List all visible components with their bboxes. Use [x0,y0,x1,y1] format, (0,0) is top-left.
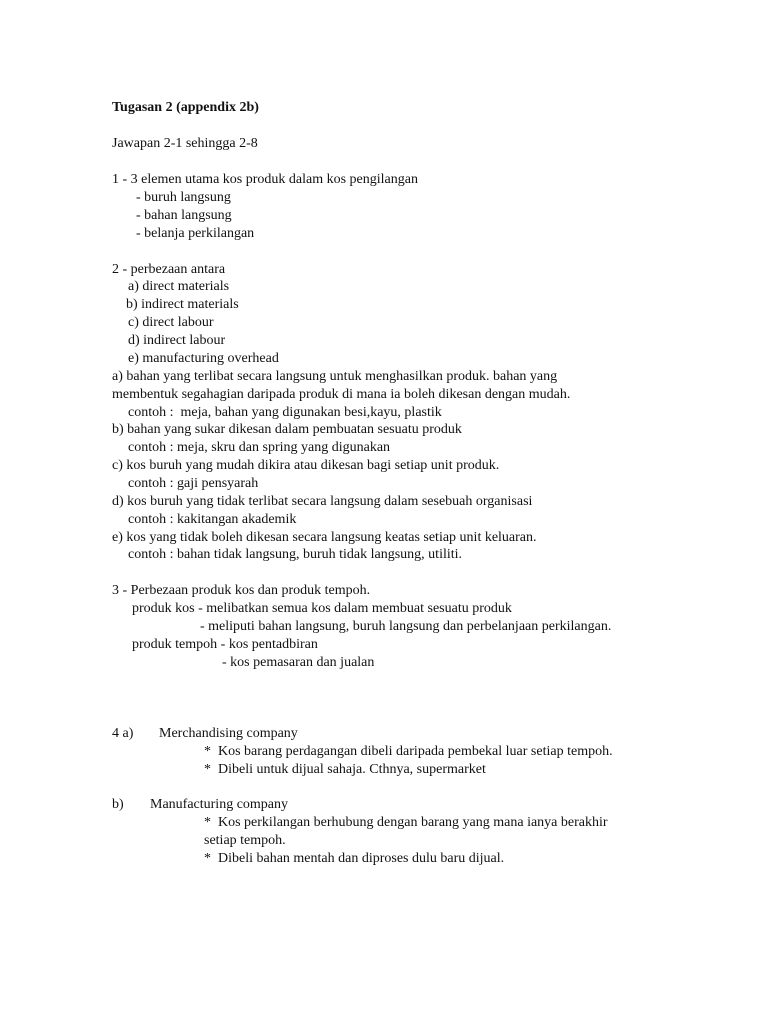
q3-produk-tempoh-detail: - kos pemasaran dan jualan [222,655,375,670]
q2-list-item: e) manufacturing overhead [128,351,279,366]
q2-answer-line: a) bahan yang terlibat secara langsung untuk menghasilkan produk. bahan yang [112,369,558,384]
q4a-title: Merchandising company [159,726,298,741]
q4b-title: Manufacturing company [150,797,289,812]
q2-answer-example: contoh : bahan tidak langsung, buruh tidak langsung, utiliti. [128,547,463,562]
q4b-point: Kos perkilangan berhubung dengan barang yang mana ianya berakhir [218,815,608,830]
q4b-label: b) [112,797,124,812]
q3-produk-kos: produk kos - melibatkan semua kos dalam membuat sesuatu produk [132,601,512,616]
q2-answer-example: contoh : meja, bahan yang digunakan besi,kayu, plastik [128,405,442,420]
q3-heading: 3 - Perbezaan produk kos dan produk tempoh. [112,583,371,598]
q3-produk-kos-detail: - meliputi bahan langsung, buruh langsung dan perbelanjaan perkilangan. [200,619,612,634]
bullet-asterisk: * [204,851,211,866]
q2-answer-line: membentuk segahagian daripada produk di mana ia boleh dikesan dengan mudah. [112,387,571,402]
q2-answer-line: c) kos buruh yang mudah dikira atau dikesan bagi setiap unit produk. [112,458,500,473]
q2-list-item: c) direct labour [128,315,214,330]
bullet-asterisk: * [204,815,211,830]
q4a-point: Dibeli untuk dijual sahaja. Cthnya, supermarket [218,762,486,777]
q1-item: - buruh langsung [136,190,231,205]
q2-list-item: b) indirect materials [126,297,239,312]
document-title: Tugasan 2 (appendix 2b) [112,100,259,115]
q2-answer-line: d) kos buruh yang tidak terlibat secara langsung dalam sesebuah organisasi [112,494,533,509]
q2-answer-example: contoh : meja, skru dan spring yang digunakan [128,440,391,455]
q2-list-item: a) direct materials [128,279,230,294]
q1-item: - bahan langsung [136,208,232,223]
document-subtitle: Jawapan 2-1 sehingga 2-8 [112,136,258,151]
q1-item: - belanja perkilangan [136,226,255,241]
q2-answer-example: contoh : kakitangan akademik [128,512,297,527]
q4a-label: 4 a) [112,726,134,741]
q2-answer-line: b) bahan yang sukar dikesan dalam pembuatan sesuatu produk [112,422,462,437]
q1-heading: 1 - 3 elemen utama kos produk dalam kos pengilangan [112,172,418,187]
bullet-asterisk: * [204,744,211,759]
q4b-point-continued: setiap tempoh. [204,833,286,848]
q2-answer-line: e) kos yang tidak boleh dikesan secara langsung keatas setiap unit keluaran. [112,530,537,545]
q4b-point: Dibeli bahan mentah dan diproses dulu baru dijual. [218,851,505,866]
q3-produk-tempoh: produk tempoh - kos pentadbiran [132,637,318,652]
q4a-point: Kos barang perdagangan dibeli daripada pembekal luar setiap tempoh. [218,744,613,759]
q2-heading: 2 - perbezaan antara [112,262,226,277]
bullet-asterisk: * [204,762,211,777]
q2-answer-example: contoh : gaji pensyarah [128,476,259,491]
q2-list-item: d) indirect labour [128,333,226,348]
